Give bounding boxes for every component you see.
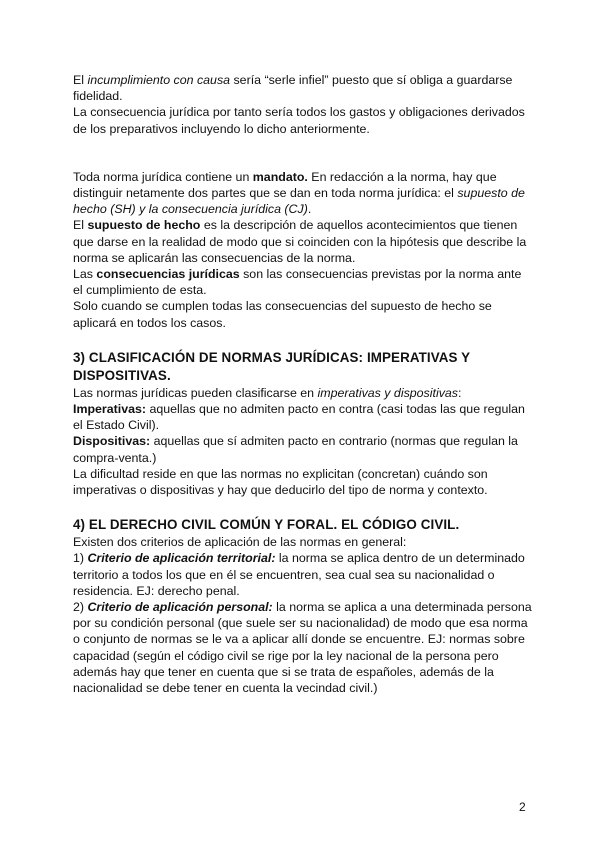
norma-paragraph-4: Solo cuando se cumplen todas las consecuencias del supuesto de hecho se aplicará en todos los casos. <box>73 299 492 330</box>
text-run: Toda norma jurídica contiene un <box>73 169 253 184</box>
text-run: El <box>73 73 88 87</box>
text-run: Las normas jurídicas pueden clasificarse en <box>73 385 318 400</box>
page-content <box>73 72 533 696</box>
bold-term: Dispositivas: <box>73 434 151 449</box>
italic-term: supuesto de hecho (SH) y la consecuencia jurídica (CJ) <box>73 186 525 217</box>
page-number: 2 <box>519 800 526 814</box>
text-run: aquellas que sí admiten pacto en contrario (normas que regulan la compra-venta.) <box>73 434 518 465</box>
text-run: es la descripción de aquellos acontecimientos que tienen que darse en la realidad de modo que si coinciden con la hipótesis que describe la norma se aplicarán las consecuencias de la norma. <box>73 218 527 265</box>
imperativas-definition <box>73 401 533 433</box>
intro-paragraph-1 <box>73 72 533 104</box>
text-run: la norma se aplica dentro de un determinado territorio a todos los que en él se encuentren, sea cual sea su nacionalidad o residencia. EJ: derecho penal. <box>73 551 525 598</box>
list-number: 2) <box>73 600 88 615</box>
text-run: aquellas que no admiten pacto en contra (casi todas las que regulan el Estado Civil). <box>73 402 525 433</box>
section-3-paragraph-1 <box>73 385 533 401</box>
norma-paragraph-2 <box>73 217 533 266</box>
section-3-paragraph-4: La dificultad reside en que las normas no explicitan (concretan) cuándo son imperativas o dispositivas y hay que deducirlo del tipo de norma y contexto. <box>73 466 488 498</box>
bold-term: Imperativas: <box>73 402 147 417</box>
intro-paragraph-2: La consecuencia jurídica por tanto sería todos los gastos y obligaciones derivados de los preparativos incluyendo lo dicho anteriormente. <box>73 105 525 136</box>
criterio-personal <box>73 599 533 696</box>
text-run: En redacción a la norma, hay que distinguir netamente dos partes que se dan en toda norma jurídica: el <box>73 169 497 201</box>
bold-term: supuesto de hecho <box>87 218 201 233</box>
text-run: sería “serle infiel” puesto que sí obliga a guardarse fidelidad. <box>73 73 513 104</box>
italic-term: imperativas y dispositivas <box>317 385 458 400</box>
text-run: son las consecuencias previstas por la norma ante el cumplimiento de esta. <box>73 267 522 298</box>
text-run: la norma se aplica a una determinada persona por su condición personal (que suele ser su nacionalidad) de modo que esa norma o conjunto de normas se le va a aplicar allí donde se encuentre. EJ: normas sobre capacidad (según el código civil se rige por la ley nacional de la persona pero además hay que tener en cuenta que si se trata de españoles, además de la nacionalidad se debe tener en cuenta la vecindad civil.) <box>73 600 532 696</box>
norma-paragraph-3 <box>73 266 533 298</box>
text-run: : <box>457 385 462 400</box>
norma-paragraph-1 <box>73 169 533 218</box>
text-run: . <box>307 202 312 217</box>
criterio-territorial <box>73 550 533 599</box>
section-4-heading: 4) EL DERECHO CIVIL COMÚN Y FORAL. EL CÓDIGO CIVIL. <box>73 517 460 533</box>
dispositivas-definition <box>73 433 533 465</box>
bold-term: mandato. <box>252 169 308 184</box>
bold-italic-term: Criterio de aplicación personal: <box>87 600 273 615</box>
list-number: 1) <box>73 551 88 566</box>
text-run: Las <box>73 267 97 282</box>
text-run: El <box>73 218 88 233</box>
section-3-heading: 3) CLASIFICACIÓN DE NORMAS JURÍDICAS: IMPERATIVAS Y DISPOSITIVAS. <box>73 349 470 383</box>
italic-term: incumplimiento con causa <box>87 73 231 87</box>
bold-italic-term: Criterio de aplicación territorial: <box>87 551 276 566</box>
bold-term: consecuencias jurídicas <box>96 267 240 282</box>
section-4-paragraph-1: Existen dos criterios de aplicación de las normas en general: <box>73 535 407 550</box>
